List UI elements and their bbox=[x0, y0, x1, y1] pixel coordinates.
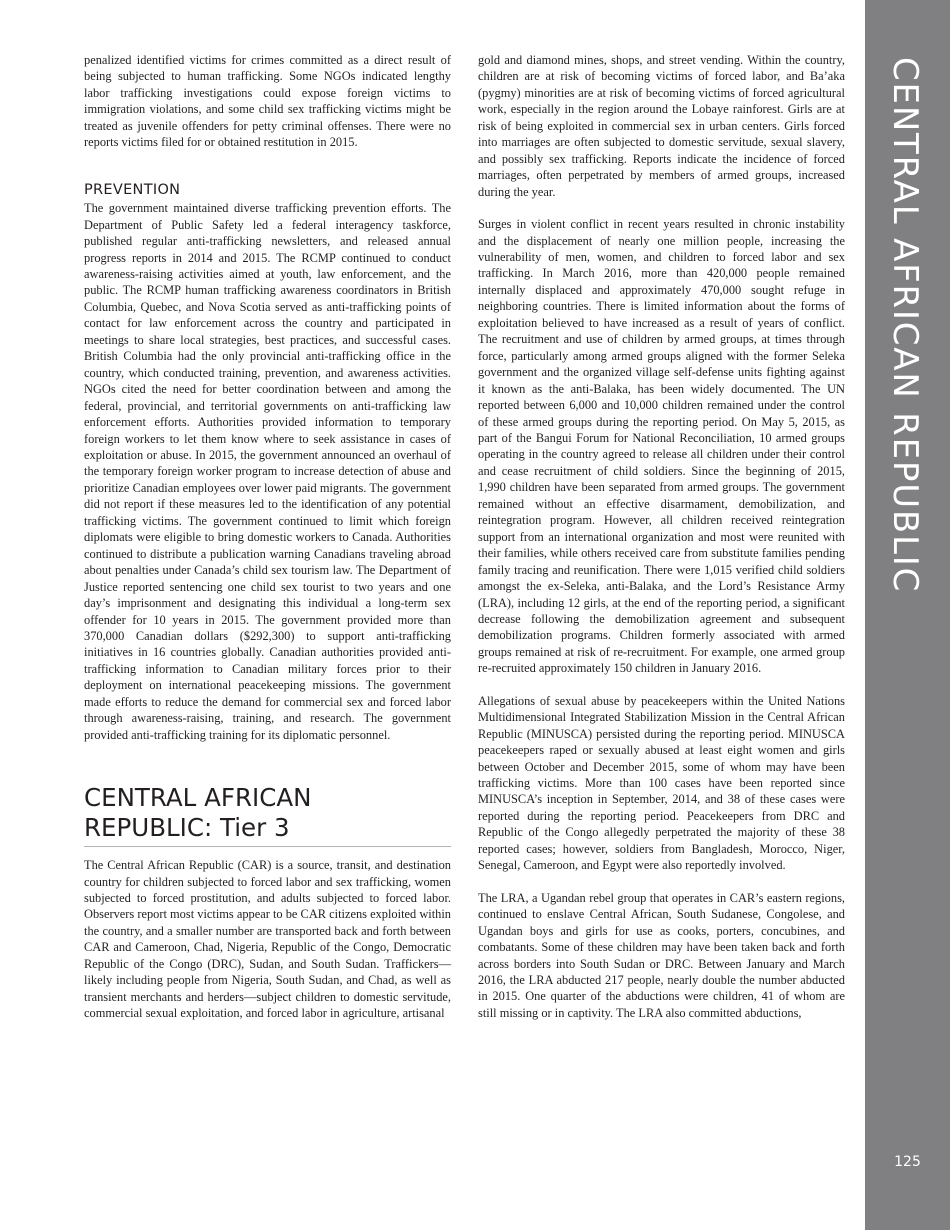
car-intro-paragraph: The Central African Republic (CAR) is a source, transit, and destination country for children subjected to forced labor and sex trafficking, women subjected to forced prostitution, and adults subjected to forced labor. Observers report most victims appear to be CAR citizens exploited within the country, and a smaller number are transported back and forth between CAR and Cameroon, Chad, Nigeria, Republic of the Congo, Democratic Republic of the Congo (DRC), Sudan, and South Sudan. Traffickers—likely including people from Nigeria, South Sudan, and Chad, as well as transient merchants and herders—subject children to domestic servitude, commercial sexual exploitation, and forced labor in agriculture, artisanal bbox=[84, 858, 451, 1021]
body-paragraph: The LRA, a Ugandan rebel group that operates in CAR’s eastern regions, continued to enslave Central African, South Sudanese, Congolese, and Ugandan boys and girls for use as cooks, porters, concubines, and combatants. Some of these children may have been taken back and forth across borders into South Sudan or DRC. Between January and March 2016, the LRA abducted 217 people, nearly double the number abducted in 2015. One quarter of the abductions were children, 41 of whom are still missing or in captivity. The LRA also committed abductions, bbox=[478, 890, 845, 1020]
body-paragraph: Surges in violent conflict in recent years resulted in chronic instability and the displacement of nearly one million people, increasing the vulnerability of men, women, and children to forced labor and sex trafficking. In March 2016, more than 420,000 people remained internally displaced and approximately 470,000 sought refuge in neighboring countries. There is limited information about the forms of exploitation believed to have increased as a result of years of conflict. The recruitment and use of children by armed groups, at times through force, particularly among armed groups aligned with the former Seleka government and the organized village self-defense units fighting against it known as the anti-Balaka, has been widely documented. The UN reported between 6,000 and 10,000 children remained under the control of these armed groups during the reporting period. On May 5, 2015, as part of the Bangui Forum for National Reconciliation, 10 armed groups operating in the country agreed to release all children under their control and cease recruitment of child soldiers. Since the beginning of 2015, 1,990 children have been separated from armed groups. The government remained without an effective disarmament, demobilization, and reintegration program. However, all children received reintegration support from an international organization and most were reunited with their families, while others received care from substitute families pending family tracing and reunification. There were 1,015 verified child soldiers amongst the ex-Seleka, anti-Balaka, and the Lord’s Resistance Army (LRA), including 12 girls, at the end of the reporting period, a significant decrease following the demobilization agreement and subsequent demobilization programs. Children formerly associated with armed groups remained at risk of re-recruitment. For example, one armed group re-recruited approximately 150 children in January 2016. bbox=[478, 217, 845, 676]
country-title-line-1: CENTRAL AFRICAN bbox=[84, 783, 312, 813]
prevention-heading: PREVENTION bbox=[84, 181, 181, 198]
country-title bbox=[84, 783, 451, 847]
sidebar-tab bbox=[865, 0, 950, 1230]
right-column bbox=[478, 52, 845, 1021]
prevention-paragraph: The government maintained diverse trafficking prevention efforts. The Department of Public Safety led a federal interagency taskforce, published regular anti-trafficking newsletters, and released annual progress reports in 2014 and 2015. The RCMP continued to conduct awareness-raising activities aimed at youth, law enforcement, and the public. The RCMP human trafficking awareness coordinators in British Columbia, Quebec, and Nova Scotia served as anti-trafficking points of contact for law enforcement across the country and participated in meetings to share local strategies, best practices, and successful cases. British Columbia had the only provincial anti-trafficking office in the country, which conducted training, prevention, and awareness activities. NGOs cited the need for better coordination between and among the federal, provincial, and territorial governments on anti-trafficking law enforcement efforts. Authorities provided information to temporary foreign workers to let them know where to seek assistance in cases of exploitation or abuse. In 2015, the government announced an overhaul of the temporary foreign worker program to increase detection of abuse and prioritize Canadian employees over lower paid migrants. The government did not report if these measures led to the identification of any potential trafficking victims. The government continued to limit which foreign diplomats were eligible to bring domestic workers to Canada. Authorities continued to distribute a publication warning Canadians traveling abroad about penalties under Canada’s child sex tourism law. The Department of Justice reported sentencing one child sex tourist to two years and one day’s imprisonment and designating this individual a long-term sex offender for 10 years in 2015. The government provided more than 370,000 Canadian dollars ($292,300) to support anti-trafficking initiatives in 16 countries globally. Canadian authorities provided anti-trafficking information to Canadian military forces prior to their deployment on international peacekeeping missions. The government made efforts to reduce the demand for commercial sex and forced labor through awareness-raising, training, and research. The government provided anti-trafficking training for its diplomatic personnel. bbox=[84, 201, 451, 742]
left-column bbox=[84, 52, 451, 1022]
country-title-line-2: REPUBLIC: Tier 3 bbox=[84, 812, 290, 842]
sidebar-country-title: CENTRAL AFRICAN REPUBLIC bbox=[885, 57, 925, 594]
page-number: 125 bbox=[894, 1154, 921, 1170]
intro-paragraph: penalized identified victims for crimes committed as a direct result of being subjected to human trafficking. Some NGOs indicated lengthy labor trafficking investigations could expose foreign victims to immigration violations, and some child sex trafficking victims might be treated as juvenile offenders for petty criminal offenses. There were no reports victims filed for or obtained restitution in 2015. bbox=[84, 53, 451, 150]
body-paragraph: gold and diamond mines, shops, and street vending. Within the country, children are at risk of becoming victims of forced labor, and Ba’aka (pygmy) minorities are at risk of becoming victims of forced agricultural work, especially in the region around the Lobaye rainforest. Girls are at risk of being exploited in commercial sex in urban centers. Girls forced into marriages are often subjected to domestic servitude, sexual slavery, and possibly sex trafficking. Reports indicate the incidence of forced marriages, often perpetrated by members of armed groups, increased during the year. bbox=[478, 53, 845, 199]
body-paragraph: Allegations of sexual abuse by peacekeepers within the United Nations Multidimensional Integrated Stabilization Mission in the Central African Republic (MINUSCA) persisted during the reporting period. MINUSCA peacekeepers raped or sexually abused at least eight women and girls between October and December 2015, some of whom may have been trafficking victims. More than 100 cases have been reported since MINUSCA’s inception in September, 2014, and 38 of these cases were reported during the reporting period. Peacekeepers from DRC and Republic of the Congo allegedly perpetrated the majority of these 38 reported cases; however, soldiers from Bangladesh, Morocco, Niger, Senegal, Cameroon, and Egypt were also reportedly involved. bbox=[478, 693, 845, 873]
